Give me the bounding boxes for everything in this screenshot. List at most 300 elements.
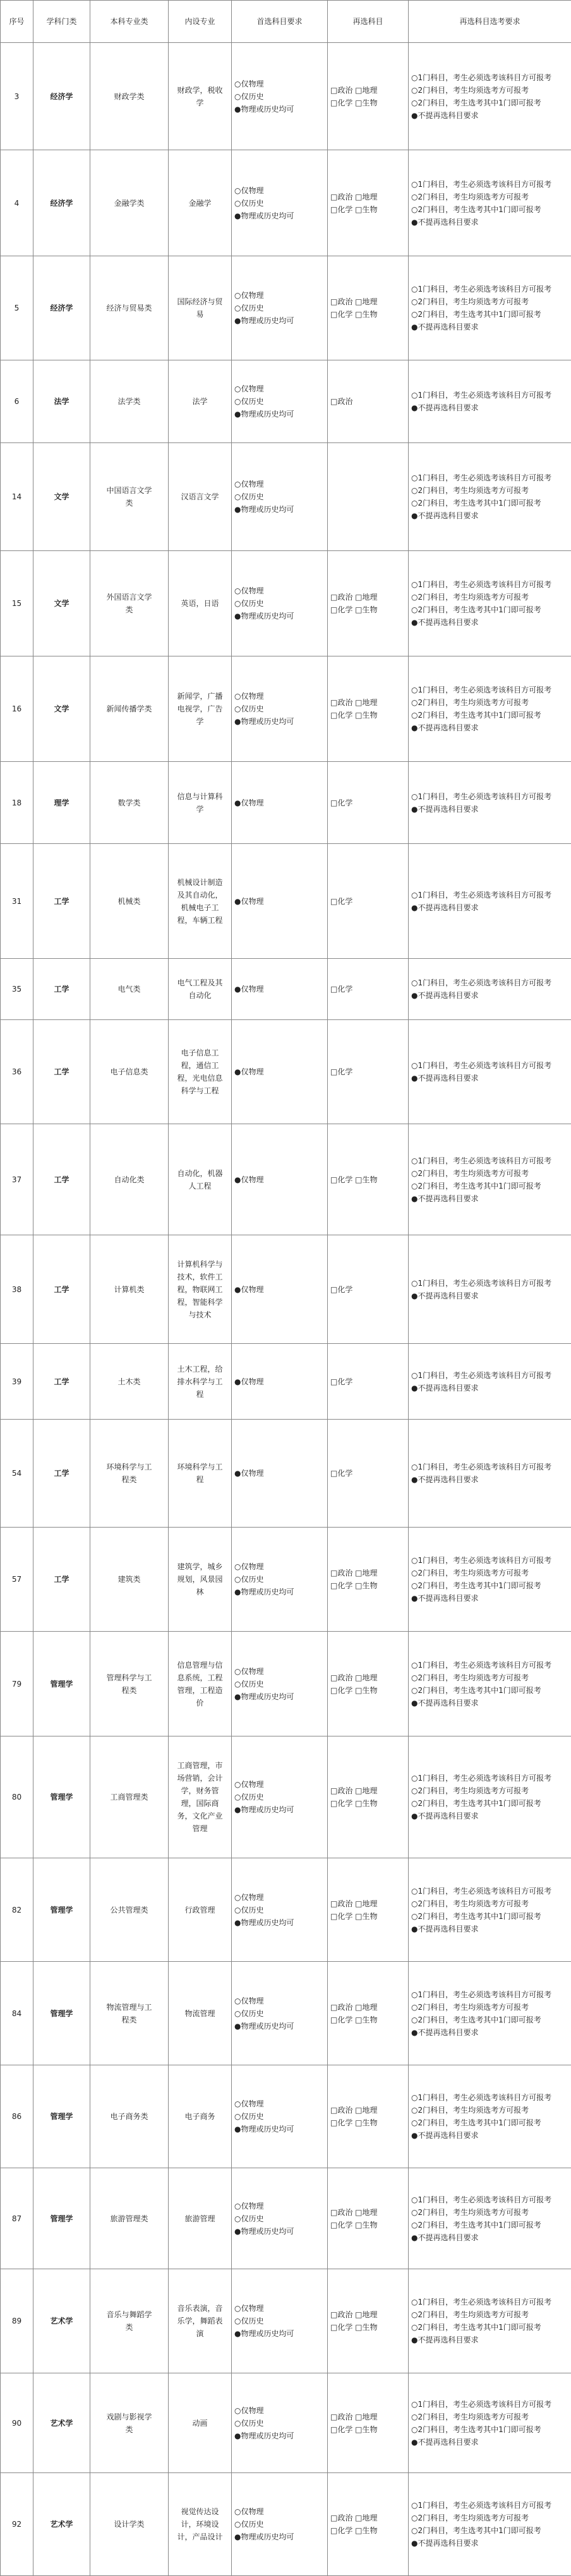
discipline-category	[33, 844, 90, 959]
major-class	[90, 1124, 169, 1235]
discipline-category-line: 工学	[36, 895, 87, 908]
re-selected-subjects	[328, 959, 409, 1020]
internal-major	[169, 1344, 232, 1420]
re-selected-subjects	[328, 2373, 409, 2473]
re-selection-requirement-line: ○2门科目，考生均须选考方可报考	[411, 2001, 568, 2014]
internal-major	[169, 1020, 232, 1124]
discipline-category-line: 管理学	[36, 1904, 87, 1916]
re-selection-requirement-line: ●不提再选科目要求	[411, 803, 568, 816]
row-number-line: 87	[3, 2212, 30, 2225]
re-selected-subjects	[328, 1528, 409, 1632]
re-selection-requirement-line: ●不提再选科目要求	[411, 901, 568, 914]
re-selection-requirement-line: ●不提再选科目要求	[411, 216, 568, 229]
discipline-category-line: 工学	[36, 1573, 87, 1586]
table-row	[1, 150, 571, 256]
first-subject-requirement-line: ●物理或历史均可	[234, 2430, 325, 2442]
re-selection-requirement-line: ○1门科目，考生必须选考该科目方可报考	[411, 1059, 568, 1072]
discipline-category	[33, 551, 90, 656]
major-class-line: 物流管理与工	[93, 2001, 165, 2014]
discipline-category	[33, 1235, 90, 1344]
internal-major	[169, 2373, 232, 2473]
re-selected-subjects	[328, 1736, 409, 1858]
re-selected-subjects-line: □化学	[330, 1065, 406, 1078]
discipline-category-line: 工学	[36, 1065, 87, 1078]
re-selection-requirement	[409, 1020, 571, 1124]
internal-major-line: 学	[171, 803, 229, 816]
major-class	[90, 1528, 169, 1632]
table-row	[1, 2269, 571, 2373]
re-selection-requirement-line: ○1门科目，考生必须选考该科目方可报考	[411, 1772, 568, 1784]
row-number-line: 16	[3, 703, 30, 715]
re-selection-requirement-line: ●不提再选科目要求	[411, 1192, 568, 1205]
row-number	[1, 2269, 33, 2373]
first-subject-requirement-line: ○仅物理	[234, 1995, 325, 2007]
internal-major-line: 息系统，工程	[171, 1671, 229, 1684]
re-selection-requirement-line: ○1门科目，考生必须选考该科目方可报考	[411, 1659, 568, 1671]
major-class-line: 类	[93, 2321, 165, 2334]
first-subject-requirement-line: ●物理或历史均可	[234, 1803, 325, 1816]
re-selected-subjects	[328, 1420, 409, 1528]
discipline-category	[33, 2473, 90, 2576]
table-row	[1, 959, 571, 1020]
discipline-category	[33, 1632, 90, 1736]
re-selection-requirement-line: ○2门科目，考生均须选考方可报考	[411, 2104, 568, 2116]
row-number-line: 39	[3, 1375, 30, 1388]
first-subject-requirement-line: ○仅历史	[234, 395, 325, 408]
first-subject-requirement-line: ○仅物理	[234, 478, 325, 490]
major-class	[90, 959, 169, 1020]
major-class-line: 法学类	[93, 395, 165, 408]
major-class	[90, 1632, 169, 1736]
re-selection-requirement-line: ●不提再选科目要求	[411, 2537, 568, 2549]
major-class-line: 建筑类	[93, 1573, 165, 1586]
row-number	[1, 762, 33, 844]
first-subject-requirement	[232, 1632, 328, 1736]
internal-major-line: 管理，工程造	[171, 1684, 229, 1697]
internal-major-line: 学	[171, 715, 229, 728]
row-number-line: 4	[3, 197, 30, 210]
first-subject-requirement-line: ○仅历史	[234, 597, 325, 610]
re-selection-requirement-line: ●不提再选科目要求	[411, 2026, 568, 2039]
internal-major-line: 学，财务管	[171, 1784, 229, 1797]
major-class-line: 新闻传播学类	[93, 703, 165, 715]
re-selection-requirement-line: ○2门科目，考生选考其中1门即可报考	[411, 1579, 568, 1592]
re-selection-requirement-line: ○1门科目，考生必须选考该科目方可报考	[411, 1885, 568, 1897]
re-selection-requirement	[409, 43, 571, 150]
major-class	[90, 551, 169, 656]
row-number-line: 35	[3, 983, 30, 995]
row-number	[1, 1020, 33, 1124]
row-number-line: 3	[3, 90, 30, 103]
re-selection-requirement-line: ○1门科目，考生必须选考该科目方可报考	[411, 1461, 568, 1473]
re-selection-requirement-line: ●不提再选科目要求	[411, 1697, 568, 1709]
internal-major	[169, 2065, 232, 2168]
re-selected-subjects-line: □政治 □地理	[330, 2411, 406, 2423]
first-subject-requirement-line: ○仅物理	[234, 2404, 325, 2417]
table-header-row	[1, 1, 571, 43]
first-subject-requirement-line: ○仅历史	[234, 1573, 325, 1586]
internal-major-line: 土木工程，给	[171, 1363, 229, 1375]
internal-major-line: 及其自动化，	[171, 889, 229, 901]
first-subject-requirement-line: ○仅历史	[234, 2315, 325, 2327]
internal-major-line: 程，物联网工	[171, 1283, 229, 1296]
internal-major-line: 与技术	[171, 1309, 229, 1321]
re-selected-subjects	[328, 656, 409, 762]
first-subject-requirement-line: ●物理或历史均可	[234, 610, 325, 622]
major-class	[90, 1736, 169, 1858]
re-selection-requirement-line: ●不提再选科目要求	[411, 2436, 568, 2448]
major-class	[90, 1858, 169, 1962]
re-selected-subjects	[328, 443, 409, 551]
re-selected-subjects-line: □化学 □生物	[330, 308, 406, 321]
first-subject-requirement	[232, 1020, 328, 1124]
first-subject-requirement-line: ●仅物理	[234, 1065, 325, 1078]
internal-major-line: 信息管理与信	[171, 1659, 229, 1671]
major-class-line: 戏剧与影视学	[93, 2411, 165, 2423]
re-selected-subjects-line: □政治 □地理	[330, 295, 406, 308]
row-number	[1, 150, 33, 256]
table-row	[1, 1124, 571, 1235]
major-class-line: 类	[93, 2423, 165, 2436]
discipline-category-line: 经济学	[36, 302, 87, 314]
major-class-line: 工商管理类	[93, 1791, 165, 1803]
major-class-line: 程类	[93, 1473, 165, 1486]
re-selected-subjects-line: □政治 □地理	[330, 2104, 406, 2116]
re-selection-requirement-line: ○2门科目，考生均须选考方可报考	[411, 1567, 568, 1579]
internal-major-line: 程，智能科学	[171, 1296, 229, 1309]
major-class	[90, 256, 169, 360]
discipline-category-line: 工学	[36, 983, 87, 995]
major-class-line: 设计学类	[93, 2518, 165, 2531]
re-selection-requirement-line: ○1门科目，考生必须选考该科目方可报考	[411, 71, 568, 84]
re-selection-requirement-line: ○2门科目，考生均须选考方可报考	[411, 2206, 568, 2219]
internal-major-line: 旅游管理	[171, 2212, 229, 2225]
internal-major	[169, 360, 232, 443]
first-subject-requirement-line: ○仅物理	[234, 2098, 325, 2110]
re-selected-subjects	[328, 2269, 409, 2373]
discipline-category-line: 管理学	[36, 2007, 87, 2020]
table-row	[1, 256, 571, 360]
re-selection-requirement-line: ●不提再选科目要求	[411, 2129, 568, 2142]
re-selected-subjects-line: □化学 □生物	[330, 603, 406, 616]
re-selection-requirement-line: ○2门科目，考生选考其中1门即可报考	[411, 308, 568, 321]
re-selection-requirement-line: ○1门科目，考生必须选考该科目方可报考	[411, 178, 568, 191]
internal-major-line: 国际经济与贸	[171, 295, 229, 308]
first-subject-requirement-line: ●物理或历史均可	[234, 314, 325, 327]
re-selected-subjects-line: □政治 □地理	[330, 1897, 406, 1910]
re-selection-requirement-line: ○2门科目，考生选考其中1门即可报考	[411, 1797, 568, 1810]
major-class-line: 管理科学与工	[93, 1671, 165, 1684]
major-class-line: 电子商务类	[93, 2110, 165, 2123]
first-subject-requirement-line: ●物理或历史均可	[234, 2327, 325, 2340]
table-row	[1, 2168, 571, 2269]
re-selection-requirement-line: ○1门科目，考生必须选考该科目方可报考	[411, 578, 568, 591]
re-selected-subjects	[328, 844, 409, 959]
major-class	[90, 443, 169, 551]
re-selection-requirement-line: ●不提再选科目要求	[411, 1923, 568, 1935]
major-class-line: 土木类	[93, 1375, 165, 1388]
re-selected-subjects-line: □化学 □生物	[330, 2116, 406, 2129]
internal-major-line: 场营销，会计	[171, 1772, 229, 1784]
re-selection-requirement-line: ○1门科目，考生必须选考该科目方可报考	[411, 790, 568, 803]
major-class-line: 计算机类	[93, 1283, 165, 1296]
first-subject-requirement-line: ●物理或历史均可	[234, 1690, 325, 1703]
first-subject-requirement-line: ○仅历史	[234, 2007, 325, 2020]
re-selected-subjects-line: □化学	[330, 895, 406, 908]
discipline-category	[33, 1858, 90, 1962]
first-subject-requirement-line: ○仅物理	[234, 585, 325, 597]
internal-major	[169, 2269, 232, 2373]
internal-major	[169, 2168, 232, 2269]
re-selected-subjects	[328, 551, 409, 656]
row-number	[1, 2065, 33, 2168]
major-class-line: 数学类	[93, 797, 165, 809]
re-selection-requirement-line: ●不提再选科目要求	[411, 401, 568, 414]
re-selection-requirement	[409, 2473, 571, 2576]
internal-major	[169, 1528, 232, 1632]
first-subject-requirement-line: ●物理或历史均可	[234, 1586, 325, 1598]
row-number	[1, 43, 33, 150]
row-number-line: 54	[3, 1467, 30, 1480]
internal-major-line: 信息与计算科	[171, 790, 229, 803]
re-selection-requirement-line: ○1门科目，考生必须选考该科目方可报考	[411, 472, 568, 484]
internal-major	[169, 1736, 232, 1858]
re-selection-requirement-line: ○2门科目，考生选考其中1门即可报考	[411, 2524, 568, 2537]
internal-major	[169, 150, 232, 256]
re-selection-requirement-line: ○2门科目，考生均须选考方可报考	[411, 2411, 568, 2423]
table-row	[1, 360, 571, 443]
discipline-category	[33, 1420, 90, 1528]
internal-major	[169, 256, 232, 360]
discipline-category-line: 管理学	[36, 1678, 87, 1690]
row-number	[1, 2473, 33, 2576]
discipline-category	[33, 2373, 90, 2473]
table-row	[1, 43, 571, 150]
first-subject-requirement-line: ●物理或历史均可	[234, 210, 325, 222]
first-subject-requirement-line: ●仅物理	[234, 797, 325, 809]
row-number-line: 80	[3, 1791, 30, 1803]
row-number-line: 86	[3, 2110, 30, 2123]
internal-major-line: 易	[171, 308, 229, 321]
re-selected-subjects-line: □化学 □生物	[330, 2524, 406, 2537]
first-subject-requirement-line: ●仅物理	[234, 1467, 325, 1480]
major-class-line: 自动化类	[93, 1173, 165, 1186]
first-subject-requirement	[232, 2168, 328, 2269]
re-selection-requirement-line: ○2门科目，考生选考其中1门即可报考	[411, 97, 568, 109]
major-class-line: 旅游管理类	[93, 2212, 165, 2225]
re-selected-subjects	[328, 1632, 409, 1736]
first-subject-requirement-line: ●仅物理	[234, 983, 325, 995]
first-subject-requirement-line: ●仅物理	[234, 895, 325, 908]
row-number	[1, 443, 33, 551]
row-number	[1, 1962, 33, 2065]
re-selection-requirement	[409, 656, 571, 762]
re-selected-subjects-line: □化学	[330, 797, 406, 809]
re-selected-subjects	[328, 1858, 409, 1962]
major-class	[90, 656, 169, 762]
first-subject-requirement-line: ●物理或历史均可	[234, 103, 325, 116]
first-subject-requirement-line: ○仅历史	[234, 302, 325, 314]
table-row	[1, 844, 571, 959]
internal-major-line: 程，车辆工程	[171, 914, 229, 927]
internal-major-line: 程，光电信息	[171, 1072, 229, 1084]
re-selected-subjects-line: □政治 □地理	[330, 2512, 406, 2524]
row-number-line: 57	[3, 1573, 30, 1586]
internal-major-line: 汉语言文学	[171, 490, 229, 503]
re-selection-requirement-line: ●不提再选科目要求	[411, 321, 568, 333]
discipline-category	[33, 656, 90, 762]
internal-major-line: 视觉传达设	[171, 2505, 229, 2518]
re-selected-subjects	[328, 762, 409, 844]
discipline-category	[33, 1962, 90, 2065]
first-subject-requirement	[232, 1736, 328, 1858]
table-row	[1, 551, 571, 656]
re-selected-subjects-line: □化学 □生物	[330, 203, 406, 216]
internal-major-line: 金融学	[171, 197, 229, 210]
re-selection-requirement-line: ○1门科目，考生必须选考该科目方可报考	[411, 1988, 568, 2001]
row-number	[1, 1420, 33, 1528]
header-re-requirement: 再选科目选考要求	[409, 1, 571, 43]
re-selection-requirement-line: ○1门科目，考生必须选考该科目方可报考	[411, 2499, 568, 2512]
internal-major	[169, 1962, 232, 2065]
re-selection-requirement-line: ●不提再选科目要求	[411, 1592, 568, 1605]
internal-major-line: 财政学，税收	[171, 84, 229, 97]
table-row	[1, 1344, 571, 1420]
major-class-line: 金融学类	[93, 197, 165, 210]
re-selection-requirement	[409, 150, 571, 256]
discipline-category-line: 法学	[36, 395, 87, 408]
re-selected-subjects	[328, 1962, 409, 2065]
re-selected-subjects	[328, 150, 409, 256]
first-subject-requirement-line: ○仅物理	[234, 184, 325, 197]
re-selected-subjects-line: □化学 □生物	[330, 1797, 406, 1810]
first-subject-requirement	[232, 1124, 328, 1235]
re-selected-subjects-line: □化学 □生物	[330, 2014, 406, 2026]
discipline-category	[33, 2269, 90, 2373]
major-class-line: 类	[93, 603, 165, 616]
discipline-category	[33, 150, 90, 256]
discipline-category-line: 艺术学	[36, 2518, 87, 2531]
first-subject-requirement-line: ○仅历史	[234, 2212, 325, 2225]
re-selection-requirement-line: ○2门科目，考生选考其中1门即可报考	[411, 603, 568, 616]
internal-major	[169, 2473, 232, 2576]
first-subject-requirement	[232, 360, 328, 443]
major-class-line: 经济与贸易类	[93, 302, 165, 314]
first-subject-requirement-line: ○仅物理	[234, 2505, 325, 2518]
re-selection-requirement-line: ○2门科目，考生选考其中1门即可报考	[411, 709, 568, 721]
re-selection-requirement	[409, 256, 571, 360]
header-first-subject: 首选科目要求	[232, 1, 328, 43]
row-number-line: 14	[3, 490, 30, 503]
first-subject-requirement-line: ○仅历史	[234, 1678, 325, 1690]
re-selection-requirement	[409, 360, 571, 443]
re-selection-requirement-line: ●不提再选科目要求	[411, 109, 568, 122]
re-selection-requirement-line: ○1门科目，考生必须选考该科目方可报考	[411, 2398, 568, 2411]
major-class	[90, 1344, 169, 1420]
re-selection-requirement	[409, 2373, 571, 2473]
first-subject-requirement-line: ○仅历史	[234, 2518, 325, 2531]
re-selection-requirement-line: ○1门科目，考生必须选考该科目方可报考	[411, 684, 568, 696]
re-selection-requirement-line: ○2门科目，考生选考其中1门即可报考	[411, 497, 568, 509]
re-selection-requirement	[409, 443, 571, 551]
re-selection-requirement-line: ○1门科目，考生必须选考该科目方可报考	[411, 389, 568, 401]
major-class-line: 中国语言文学	[93, 484, 165, 497]
re-selection-requirement-line: ○1门科目，考生必须选考该科目方可报考	[411, 976, 568, 989]
internal-major-line: 乐学，舞蹈表	[171, 2315, 229, 2327]
internal-major	[169, 844, 232, 959]
re-selected-subjects-line: □化学 □生物	[330, 709, 406, 721]
first-subject-requirement	[232, 1858, 328, 1962]
re-selection-requirement-line: ○1门科目，考生必须选考该科目方可报考	[411, 1554, 568, 1567]
re-selection-requirement-line: ●不提再选科目要求	[411, 1810, 568, 1822]
first-subject-requirement-line: ●物理或历史均可	[234, 2020, 325, 2033]
internal-major-line: 林	[171, 1586, 229, 1598]
first-subject-requirement-line: ○仅物理	[234, 1891, 325, 1904]
discipline-category-line: 文学	[36, 597, 87, 610]
row-number	[1, 1528, 33, 1632]
re-selection-requirement-line: ○2门科目，考生均须选考方可报考	[411, 696, 568, 709]
row-number	[1, 959, 33, 1020]
first-subject-requirement-line: ○仅历史	[234, 703, 325, 715]
first-subject-requirement	[232, 1528, 328, 1632]
first-subject-requirement-line: ●物理或历史均可	[234, 2123, 325, 2135]
first-subject-requirement-line: ●物理或历史均可	[234, 408, 325, 420]
internal-major-line: 程	[171, 1473, 229, 1486]
re-selected-subjects-line: □化学 □生物	[330, 1173, 406, 1186]
re-selected-subjects	[328, 2473, 409, 2576]
re-selected-subjects-line: □政治 □地理	[330, 191, 406, 203]
internal-major	[169, 656, 232, 762]
internal-major-line: 环境科学与工	[171, 1461, 229, 1473]
re-selected-subjects-line: □政治 □地理	[330, 84, 406, 97]
discipline-category	[33, 1528, 90, 1632]
first-subject-requirement	[232, 1962, 328, 2065]
re-selection-requirement-line: ○1门科目，考生必须选考该科目方可报考	[411, 889, 568, 901]
row-number-line: 31	[3, 895, 30, 908]
first-subject-requirement	[232, 1420, 328, 1528]
first-subject-requirement-line: ○仅历史	[234, 2417, 325, 2430]
internal-major-line: 行政管理	[171, 1904, 229, 1916]
discipline-category	[33, 2065, 90, 2168]
row-number-line: 36	[3, 1065, 30, 1078]
internal-major-line: 技术，软件工	[171, 1271, 229, 1283]
first-subject-requirement-line: ○仅物理	[234, 1778, 325, 1791]
re-selected-subjects-line: □化学 □生物	[330, 1579, 406, 1592]
major-class	[90, 360, 169, 443]
re-selected-subjects	[328, 43, 409, 150]
internal-major-line: 自动化，机器	[171, 1167, 229, 1180]
re-selection-requirement	[409, 2065, 571, 2168]
re-selection-requirement-line: ○2门科目，考生选考其中1门即可报考	[411, 2423, 568, 2436]
re-selection-requirement-line: ○2门科目，考生选考其中1门即可报考	[411, 2116, 568, 2129]
internal-major-line: 计算机科学与	[171, 1258, 229, 1271]
re-selection-requirement	[409, 844, 571, 959]
re-selection-requirement-line: ●不提再选科目要求	[411, 1072, 568, 1084]
table-row	[1, 1020, 571, 1124]
row-number	[1, 1632, 33, 1736]
discipline-category	[33, 43, 90, 150]
re-selection-requirement-line: ○2门科目，考生选考其中1门即可报考	[411, 2219, 568, 2231]
internal-major-line: 自动化	[171, 989, 229, 1002]
re-selected-subjects-line: □化学 □生物	[330, 1684, 406, 1697]
first-subject-requirement	[232, 762, 328, 844]
re-selected-subjects	[328, 1235, 409, 1344]
discipline-category-line: 理学	[36, 797, 87, 809]
discipline-category-line: 文学	[36, 703, 87, 715]
re-selection-requirement-line: ○2门科目，考生均须选考方可报考	[411, 484, 568, 497]
row-number-line: 5	[3, 302, 30, 314]
first-subject-requirement-line: ●物理或历史均可	[234, 1916, 325, 1929]
